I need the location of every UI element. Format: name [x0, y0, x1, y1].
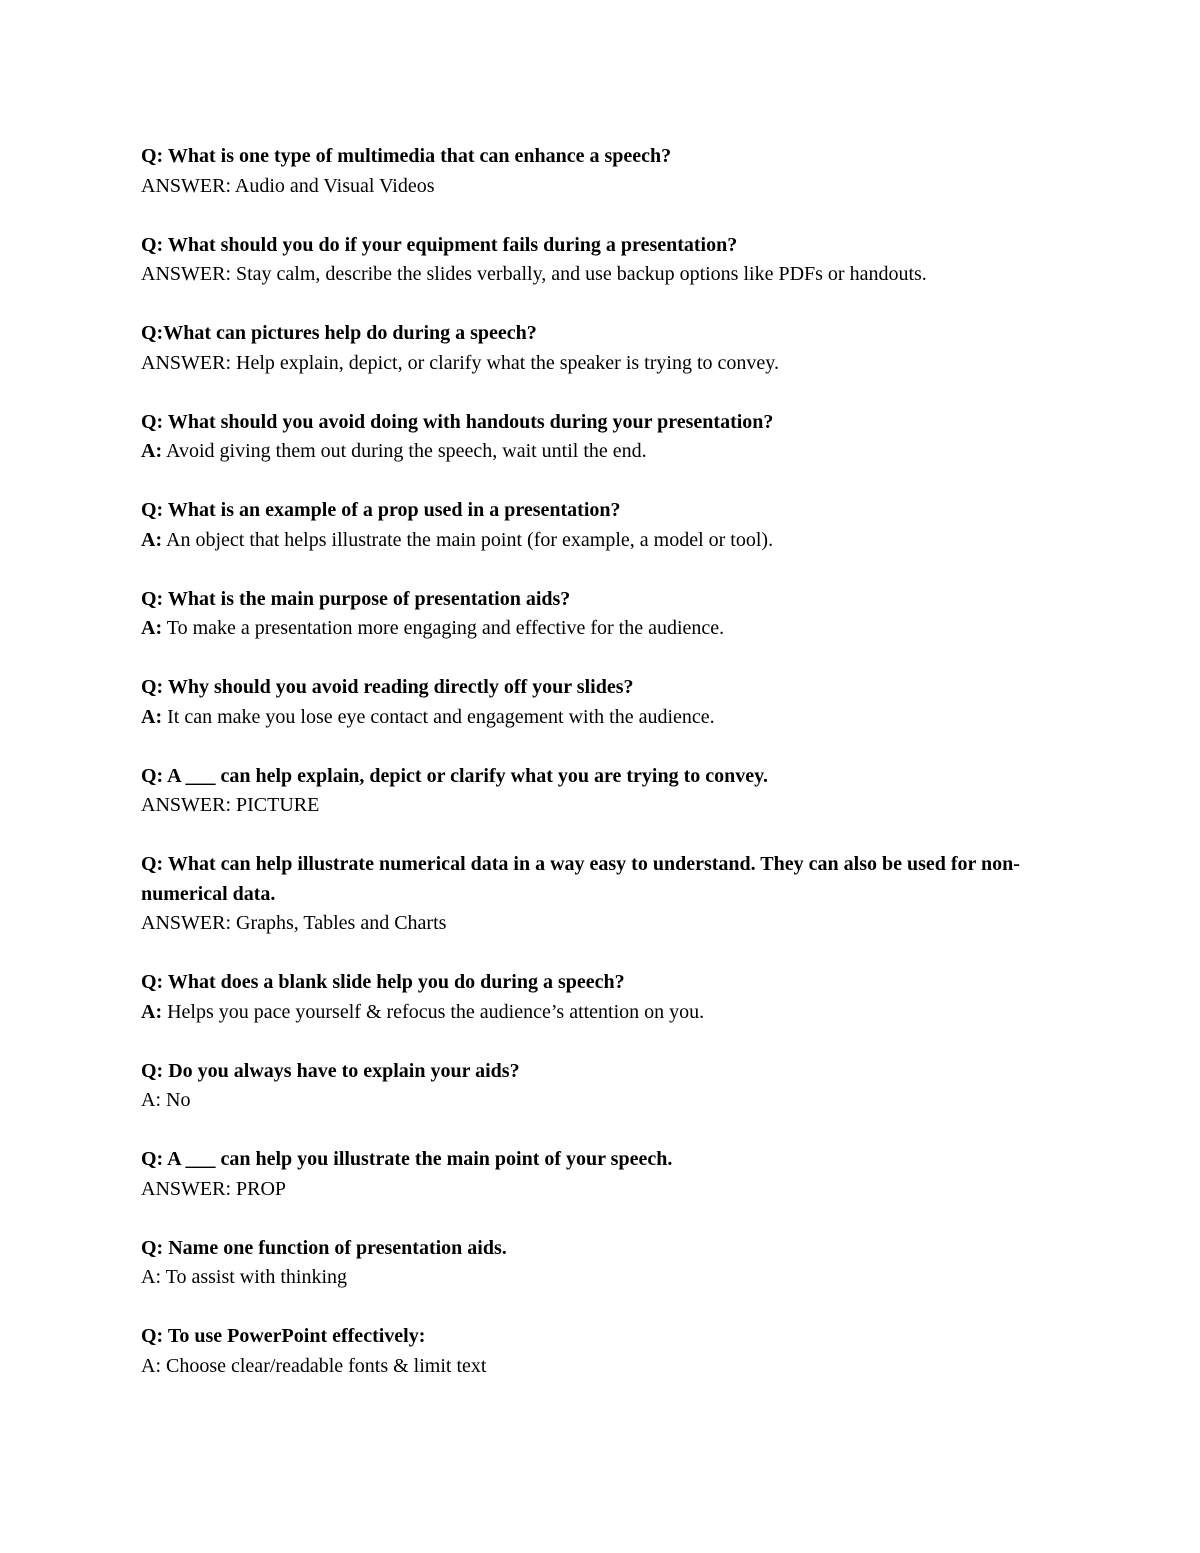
answer-text: Graphs, Tables and Charts	[231, 912, 447, 934]
answer-text: PICTURE	[231, 794, 320, 816]
answer-line	[141, 526, 1061, 556]
qa-item	[141, 850, 1061, 939]
question-text: Q: To use PowerPoint effectively:	[141, 1325, 426, 1347]
question-text: Q: What is an example of a prop used in a presentation?	[141, 499, 621, 521]
answer-line	[141, 172, 1061, 202]
qa-item	[141, 585, 1061, 644]
qa-item	[141, 1234, 1061, 1293]
answer-text: Helps you pace yourself & refocus the audience’s attention on you.	[162, 1000, 705, 1023]
answer-text: Stay calm, describe the slides verbally, and use backup options like PDFs or handouts.	[231, 263, 927, 285]
answer-text: No	[161, 1089, 191, 1111]
answer-text: Avoid giving them out during the speech, wait until the end.	[162, 440, 647, 462]
question-text: Q: What can help illustrate numerical data in a way easy to understand. They can also be used for non-numerical data.	[141, 853, 1020, 905]
answer-line	[141, 791, 1061, 821]
answer-line	[141, 614, 1061, 644]
answer-text: Help explain, depict, or clarify what the speaker is trying to convey.	[231, 351, 779, 374]
question-text: Q: What is the main purpose of presentation aids?	[141, 587, 571, 610]
answer-prefix: A:	[141, 1089, 161, 1111]
answer-prefix: ANSWER:	[141, 351, 231, 374]
question-text: Q: Do you always have to explain your aids?	[141, 1059, 520, 1082]
answer-line	[141, 437, 1061, 467]
answer-line	[141, 909, 1061, 939]
answer-text: Choose clear/readable fonts & limit text	[161, 1354, 487, 1377]
answer-prefix: ANSWER:	[141, 1177, 231, 1200]
question-text: Q: Why should you avoid reading directly off your slides?	[141, 676, 634, 698]
answer-prefix: ANSWER:	[141, 263, 231, 285]
answer-line	[141, 260, 1061, 290]
answer-text: It can make you lose eye contact and engagement with the audience.	[162, 705, 715, 728]
answer-prefix: A:	[141, 1000, 163, 1023]
question-text: Q: What should you do if your equipment fails during a presentation?	[141, 233, 738, 256]
qa-item	[141, 496, 1061, 555]
answer-line	[141, 1175, 1061, 1205]
qa-list	[141, 142, 1061, 1411]
question-text: Q: What should you avoid doing with handouts during your presentation?	[141, 410, 774, 433]
answer-line	[141, 998, 1061, 1028]
qa-item	[141, 231, 1061, 290]
answer-line	[141, 1352, 1061, 1382]
answer-text: To make a presentation more engaging and effective for the audience.	[162, 617, 725, 639]
qa-item	[141, 1145, 1061, 1204]
question-text: Q: Name one function of presentation aids.	[141, 1236, 507, 1259]
answer-prefix: A:	[141, 528, 163, 551]
qa-item	[141, 673, 1061, 732]
question-text: Q:What can pictures help do during a speech?	[141, 322, 537, 344]
question-text: Q: A ___ can help explain, depict or clarify what you are trying to convey.	[141, 764, 769, 787]
answer-text: PROP	[231, 1177, 287, 1200]
answer-line	[141, 1263, 1061, 1293]
qa-item	[141, 1057, 1061, 1116]
answer-line	[141, 349, 1061, 379]
question-text: Q: A ___ can help you illustrate the main point of your speech.	[141, 1148, 673, 1170]
answer-prefix: A:	[141, 1354, 161, 1377]
qa-item	[141, 408, 1061, 467]
answer-prefix: A:	[141, 617, 163, 639]
qa-item	[141, 968, 1061, 1027]
answer-text: An object that helps illustrate the main point (for example, a model or tool).	[162, 528, 774, 551]
qa-item	[141, 762, 1061, 821]
answer-prefix: A:	[141, 705, 163, 728]
answer-line	[141, 703, 1061, 733]
qa-item	[141, 142, 1061, 201]
qa-item	[141, 1322, 1061, 1381]
answer-prefix: ANSWER:	[141, 912, 231, 934]
answer-text: To assist with thinking	[161, 1266, 348, 1288]
answer-prefix: A:	[141, 1266, 161, 1288]
answer-line	[141, 1086, 1061, 1116]
answer-prefix: ANSWER:	[141, 794, 231, 816]
answer-prefix: A:	[141, 440, 163, 462]
question-text: Q: What does a blank slide help you do during a speech?	[141, 971, 625, 993]
question-text: Q: What is one type of multimedia that can enhance a speech?	[141, 145, 672, 167]
answer-text: Audio and Visual Videos	[231, 174, 435, 197]
qa-item	[141, 319, 1061, 378]
answer-prefix: ANSWER:	[141, 174, 231, 197]
